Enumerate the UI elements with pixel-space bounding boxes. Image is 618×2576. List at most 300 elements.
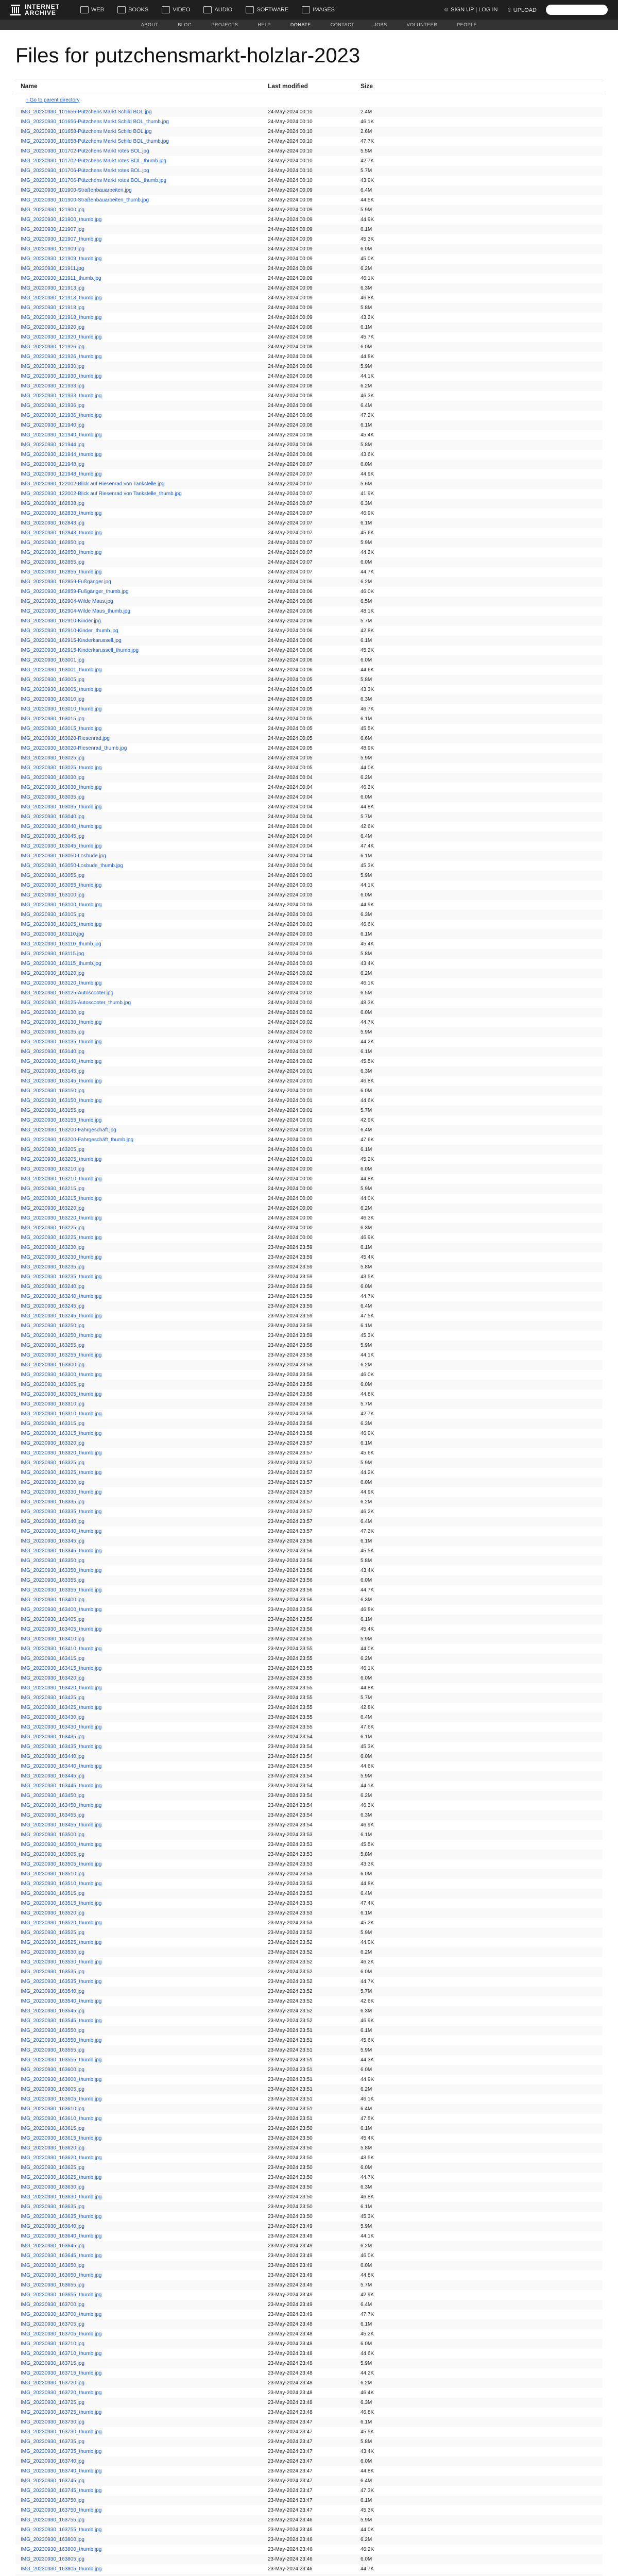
file-link[interactable]: IMG_20230930_163505_thumb.jpg <box>21 1861 102 1867</box>
file-link[interactable]: IMG_20230930_163155_thumb.jpg <box>21 1117 102 1123</box>
file-link[interactable]: IMG_20230930_163355.jpg <box>21 1578 84 1583</box>
nav-software[interactable] <box>246 6 288 13</box>
file-name-cell <box>15 880 263 890</box>
file-link[interactable]: IMG_20230930_163535_thumb.jpg <box>21 1979 102 1985</box>
header-last-modified[interactable]: Last modified <box>263 79 355 93</box>
file-link[interactable]: IMG_20230930_163720.jpg <box>21 2380 84 2386</box>
file-link[interactable]: IMG_20230930_163635.jpg <box>21 2204 84 2210</box>
file-link[interactable]: IMG_20230930_163500_thumb.jpg <box>21 1842 102 1848</box>
file-link[interactable]: IMG_20230930_101706-Pützchens Markt rotes BOL.jpg <box>21 168 149 174</box>
file-link[interactable]: IMG_20230930_163115_thumb.jpg <box>21 961 101 967</box>
file-link[interactable]: IMG_20230930_163105.jpg <box>21 912 84 918</box>
file-link[interactable]: IMG_20230930_163430.jpg <box>21 1715 84 1720</box>
file-link[interactable]: IMG_20230930_163235_thumb.jpg <box>21 1274 102 1280</box>
file-link[interactable]: IMG_20230930_163055_thumb.jpg <box>21 883 102 888</box>
file-link[interactable]: IMG_20230930_163715_thumb.jpg <box>21 2370 102 2376</box>
file-link[interactable]: IMG_20230930_121920.jpg <box>21 325 84 330</box>
file-link[interactable]: IMG_20230930_163610_thumb.jpg <box>21 2116 102 2122</box>
file-link[interactable]: IMG_20230930_163455.jpg <box>21 1812 84 1818</box>
nav-about[interactable]: ABOUT <box>141 22 159 27</box>
size-cell: 43.2K <box>360 315 374 320</box>
file-link[interactable]: IMG_20230930_163445_thumb.jpg <box>21 1783 102 1789</box>
file-link[interactable]: IMG_20230930_163400_thumb.jpg <box>21 1607 102 1613</box>
file-link[interactable]: IMG_20230930_163255.jpg <box>21 1343 84 1348</box>
file-link[interactable]: IMG_20230930_163110.jpg <box>21 931 84 937</box>
file-name-cell <box>15 1820 263 1830</box>
last-modified-cell: 23-May-2024 23:49 <box>263 2280 355 2290</box>
file-link[interactable]: IMG_20230930_163340_thumb.jpg <box>21 1529 102 1534</box>
size-cell: 6.1M <box>355 1047 603 1057</box>
file-link[interactable]: IMG_20230930_163605_thumb.jpg <box>21 2096 102 2102</box>
file-link[interactable]: IMG_20230930_163325_thumb.jpg <box>21 1470 102 1476</box>
file-link[interactable]: IMG_20230930_162843_thumb.jpg <box>21 530 102 536</box>
file-link[interactable]: IMG_20230930_163805_thumb.jpg <box>21 2566 102 2572</box>
file-link[interactable]: IMG_20230930_163750.jpg <box>21 2498 84 2503</box>
file-link[interactable]: IMG_20230930_163445.jpg <box>21 1773 84 1779</box>
file-link[interactable]: IMG_20230930_163140_thumb.jpg <box>21 1059 102 1064</box>
file-link[interactable]: IMG_20230930_163415_thumb.jpg <box>21 1666 102 1671</box>
file-link[interactable]: IMG_20230930_163315_thumb.jpg <box>21 1431 102 1436</box>
file-link[interactable]: IMG_20230930_163100_thumb.jpg <box>21 902 102 908</box>
file-link[interactable]: IMG_20230930_122002-Blick auf Riesenrad von Tankstelle_thumb.jpg <box>21 491 182 497</box>
file-link[interactable]: IMG_20230930_121930.jpg <box>21 364 84 369</box>
file-link[interactable]: IMG_20230930_163600_thumb.jpg <box>21 2077 102 2082</box>
file-link[interactable]: IMG_20230930_163220.jpg <box>21 1206 84 1211</box>
nav-books[interactable] <box>117 6 148 13</box>
file-link[interactable]: IMG_20230930_163630.jpg <box>21 2184 84 2190</box>
file-link[interactable]: IMG_20230930_163150_thumb.jpg <box>21 1098 102 1104</box>
file-link[interactable]: IMG_20230930_163740_thumb.jpg <box>21 2468 102 2474</box>
file-link[interactable]: IMG_20230930_162838.jpg <box>21 501 84 506</box>
parent-directory-link[interactable] <box>21 93 597 107</box>
file-link[interactable]: IMG_20230930_163001_thumb.jpg <box>21 667 102 673</box>
file-link[interactable]: IMG_20230930_163800.jpg <box>21 2537 84 2543</box>
file-link[interactable]: IMG_20230930_163530.jpg <box>21 1950 84 1955</box>
file-link[interactable]: IMG_20230930_163740.jpg <box>21 2459 84 2464</box>
file-link[interactable]: IMG_20230930_163110_thumb.jpg <box>21 941 101 947</box>
file-link[interactable]: IMG_20230930_163605.jpg <box>21 2087 84 2092</box>
file-link[interactable]: IMG_20230930_163350.jpg <box>21 1558 84 1564</box>
size-cell: 6.2M <box>355 264 603 274</box>
file-link[interactable]: IMG_20230930_163245_thumb.jpg <box>21 1313 102 1319</box>
file-link[interactable]: IMG_20230930_163510.jpg <box>21 1871 84 1877</box>
file-link[interactable]: IMG_20230930_163125-Autoscooter_thumb.jpg <box>21 1000 131 1006</box>
file-link[interactable]: IMG_20230930_163235.jpg <box>21 1264 84 1270</box>
nav-audio[interactable] <box>203 6 232 13</box>
file-link[interactable]: IMG_20230930_163230.jpg <box>21 1245 84 1250</box>
file-name-cell <box>15 1947 263 1957</box>
file-link[interactable]: IMG_20230930_162855_thumb.jpg <box>21 569 102 575</box>
nav-volunteer[interactable]: VOLUNTEER <box>406 22 438 27</box>
file-link[interactable]: IMG_20230930_121918.jpg <box>21 305 84 311</box>
file-link[interactable]: IMG_20230930_163200-Fahrgeschäft_thumb.jpg <box>21 1137 134 1143</box>
file-link[interactable]: IMG_20230930_163220_thumb.jpg <box>21 1215 102 1221</box>
file-link[interactable]: IMG_20230930_162855.jpg <box>21 560 84 565</box>
file-link[interactable]: IMG_20230930_163245.jpg <box>21 1303 84 1309</box>
file-link[interactable]: IMG_20230930_121926.jpg <box>21 344 84 350</box>
file-link[interactable]: IMG_20230930_162904-Wilde Maus.jpg <box>21 599 113 604</box>
file-link[interactable]: IMG_20230930_163010_thumb.jpg <box>21 706 102 712</box>
header-name[interactable]: Name <box>15 79 263 93</box>
file-link[interactable]: IMG_20230930_163555.jpg <box>21 2047 84 2053</box>
file-link[interactable]: IMG_20230930_163240_thumb.jpg <box>21 1294 102 1299</box>
file-link[interactable]: IMG_20230930_163240.jpg <box>21 1284 84 1290</box>
file-link[interactable]: IMG_20230930_163515_thumb.jpg <box>21 1901 102 1906</box>
file-link[interactable]: IMG_20230930_163520_thumb.jpg <box>21 1920 102 1926</box>
file-link[interactable]: IMG_20230930_121948_thumb.jpg <box>21 471 102 477</box>
file-link[interactable]: IMG_20230930_163655.jpg <box>21 2282 84 2288</box>
file-link[interactable]: IMG_20230930_163215.jpg <box>21 1186 84 1192</box>
file-link[interactable]: IMG_20230930_163035.jpg <box>21 794 84 800</box>
file-link[interactable]: IMG_20230930_163100.jpg <box>21 892 84 898</box>
file-link[interactable]: IMG_20230930_162838_thumb.jpg <box>21 511 102 516</box>
file-link[interactable]: IMG_20230930_163335.jpg <box>21 1499 84 1505</box>
file-link[interactable]: IMG_20230930_101658-Pützchens Markt Schild BOL.jpg <box>21 129 152 134</box>
file-link[interactable]: IMG_20230930_162850_thumb.jpg <box>21 550 102 555</box>
file-name-cell <box>15 577 263 587</box>
nav-blog[interactable]: BLOG <box>178 22 192 27</box>
file-link[interactable]: IMG_20230930_163525.jpg <box>21 1930 84 1936</box>
file-link[interactable]: IMG_20230930_163730.jpg <box>21 2419 84 2425</box>
file-link[interactable]: IMG_20230930_163555_thumb.jpg <box>21 2057 102 2063</box>
file-link[interactable]: IMG_20230930_121913.jpg <box>21 285 84 291</box>
file-link[interactable]: IMG_20230930_163710.jpg <box>21 2341 84 2347</box>
sign-up-login-link[interactable] <box>443 7 498 13</box>
file-link[interactable]: IMG_20230930_101658-Pützchens Markt Schild BOL_thumb.jpg <box>21 139 169 144</box>
file-link[interactable]: IMG_20230930_162904-Wilde Maus_thumb.jpg <box>21 608 130 614</box>
file-link[interactable]: IMG_20230930_163510_thumb.jpg <box>21 1881 102 1887</box>
file-link[interactable]: IMG_20230930_163630_thumb.jpg <box>21 2194 102 2200</box>
file-link[interactable]: IMG_20230930_163450.jpg <box>21 1793 84 1799</box>
file-link[interactable]: IMG_20230930_163525_thumb.jpg <box>21 1940 102 1945</box>
file-link[interactable]: IMG_20230930_163305_thumb.jpg <box>21 1392 102 1397</box>
file-link[interactable]: IMG_20230930_163620.jpg <box>21 2145 84 2151</box>
file-link[interactable]: IMG_20230930_163500.jpg <box>21 1832 84 1838</box>
file-link[interactable]: IMG_20230930_163135.jpg <box>21 1029 84 1035</box>
file-link[interactable]: IMG_20230930_162915-Kinderkarussell.jpg <box>21 638 122 643</box>
file-link[interactable]: IMG_20230930_101656-Pützchens Markt Schild BOL.jpg <box>21 109 152 115</box>
file-link[interactable]: IMG_20230930_121918_thumb.jpg <box>21 315 102 320</box>
file-link[interactable]: IMG_20230930_163420_thumb.jpg <box>21 1685 102 1691</box>
file-link[interactable]: IMG_20230930_101702-Pützchens Markt rotes BOL.jpg <box>21 148 149 154</box>
file-link[interactable]: IMG_20230930_163735_thumb.jpg <box>21 2449 102 2454</box>
file-link[interactable]: IMG_20230930_163055.jpg <box>21 873 84 878</box>
file-link[interactable]: IMG_20230930_163210_thumb.jpg <box>21 1176 102 1182</box>
file-link[interactable]: IMG_20230930_163755.jpg <box>21 2517 84 2523</box>
file-link[interactable]: IMG_20230930_163505.jpg <box>21 1852 84 1857</box>
file-link[interactable]: IMG_20230930_163645_thumb.jpg <box>21 2253 102 2259</box>
file-link[interactable]: IMG_20230930_163705.jpg <box>21 2321 84 2327</box>
file-link[interactable]: IMG_20230930_121940_thumb.jpg <box>21 432 102 438</box>
file-link[interactable]: IMG_20230930_163310.jpg <box>21 1401 84 1407</box>
file-link[interactable]: IMG_20230930_163120.jpg <box>21 971 84 976</box>
file-link[interactable]: IMG_20230930_121926_thumb.jpg <box>21 354 102 360</box>
file-link[interactable]: IMG_20230930_163010.jpg <box>21 697 84 702</box>
file-link[interactable]: IMG_20230930_163610.jpg <box>21 2106 84 2112</box>
file-link[interactable]: IMG_20230930_163015.jpg <box>21 716 84 722</box>
file-link[interactable]: IMG_20230930_163045_thumb.jpg <box>21 843 102 849</box>
file-link[interactable]: IMG_20230930_162915-Kinderkarussell_thumb.jpg <box>21 648 139 653</box>
file-link[interactable]: IMG_20230930_163745.jpg <box>21 2478 84 2484</box>
file-link[interactable]: IMG_20230930_163440_thumb.jpg <box>21 1764 102 1769</box>
file-link[interactable]: IMG_20230930_163410_thumb.jpg <box>21 1646 102 1652</box>
file-link[interactable]: IMG_20230930_163655_thumb.jpg <box>21 2292 102 2298</box>
file-link[interactable]: IMG_20230930_121933.jpg <box>21 383 84 389</box>
file-link[interactable]: IMG_20230930_163725.jpg <box>21 2400 84 2405</box>
file-link[interactable]: IMG_20230930_163115.jpg <box>21 951 84 957</box>
file-link[interactable]: IMG_20230930_163210.jpg <box>21 1166 84 1172</box>
file-link[interactable]: IMG_20230930_163145.jpg <box>21 1069 84 1074</box>
file-link[interactable]: IMG_20230930_163001.jpg <box>21 657 84 663</box>
table-row <box>15 2515 603 2525</box>
file-link[interactable]: IMG_20230930_163050-Losbude_thumb.jpg <box>21 863 124 869</box>
file-link[interactable]: IMG_20230930_163025_thumb.jpg <box>21 765 102 771</box>
file-link[interactable]: IMG_20230930_163250.jpg <box>21 1323 84 1329</box>
file-link[interactable]: IMG_20230930_163450_thumb.jpg <box>21 1803 102 1808</box>
file-link[interactable]: IMG_20230930_163225_thumb.jpg <box>21 1235 102 1241</box>
file-link[interactable]: IMG_20230930_101706-Pützchens Markt rotes BOL_thumb.jpg <box>21 178 166 183</box>
file-link[interactable]: IMG_20230930_163720_thumb.jpg <box>21 2390 102 2396</box>
file-link[interactable]: IMG_20230930_163545.jpg <box>21 2008 84 2014</box>
file-link[interactable]: IMG_20230930_163600.jpg <box>21 2067 84 2073</box>
table-row <box>15 1771 603 1781</box>
file-link[interactable]: IMG_20230930_163540.jpg <box>21 1989 84 1994</box>
file-link[interactable]: IMG_20230930_162859-Fußgänger.jpg <box>21 579 111 585</box>
file-link[interactable]: IMG_20230930_121948.jpg <box>21 462 84 467</box>
file-link[interactable]: IMG_20230930_163535.jpg <box>21 1969 84 1975</box>
file-link[interactable]: IMG_20230930_121944.jpg <box>21 442 84 448</box>
file-name-cell <box>15 1223 263 1233</box>
file-link[interactable]: IMG_20230930_121909.jpg <box>21 246 84 252</box>
file-link[interactable]: IMG_20230930_163250_thumb.jpg <box>21 1333 102 1338</box>
file-link[interactable]: IMG_20230930_163425.jpg <box>21 1695 84 1701</box>
file-link[interactable]: IMG_20230930_162850.jpg <box>21 540 84 546</box>
file-link[interactable]: IMG_20230930_163425_thumb.jpg <box>21 1705 102 1710</box>
file-link[interactable]: IMG_20230930_163750_thumb.jpg <box>21 2507 102 2513</box>
file-link[interactable]: IMG_20230930_163330_thumb.jpg <box>21 1489 102 1495</box>
file-link[interactable]: IMG_20230930_163725_thumb.jpg <box>21 2410 102 2415</box>
file-link[interactable]: IMG_20230930_163320_thumb.jpg <box>21 1450 102 1456</box>
table-row <box>15 156 603 166</box>
file-link[interactable]: IMG_20230930_163350_thumb.jpg <box>21 1568 102 1573</box>
file-link[interactable]: IMG_20230930_163020-Riesenrad.jpg <box>21 736 110 741</box>
file-link[interactable]: IMG_20230930_163040.jpg <box>21 814 84 820</box>
file-link[interactable]: IMG_20230930_163625_thumb.jpg <box>21 2175 102 2180</box>
file-link[interactable]: IMG_20230930_163435.jpg <box>21 1734 84 1740</box>
file-link[interactable]: IMG_20230930_163125-Autoscooter.jpg <box>21 990 114 996</box>
file-link[interactable]: IMG_20230930_163130.jpg <box>21 1010 84 1015</box>
file-link[interactable]: IMG_20230930_163735.jpg <box>21 2439 84 2445</box>
file-link[interactable]: IMG_20230930_163800_thumb.jpg <box>21 2547 102 2552</box>
file-link[interactable]: IMG_20230930_163400.jpg <box>21 1597 84 1603</box>
file-link[interactable]: IMG_20230930_163645.jpg <box>21 2243 84 2249</box>
file-link[interactable]: IMG_20230930_163330.jpg <box>21 1480 84 1485</box>
file-link[interactable]: IMG_20230930_163625.jpg <box>21 2165 84 2171</box>
file-link[interactable]: IMG_20230930_163640_thumb.jpg <box>21 2233 102 2239</box>
file-link[interactable]: IMG_20230930_121930_thumb.jpg <box>21 374 102 379</box>
nav-web[interactable] <box>80 6 104 13</box>
file-link[interactable]: IMG_20230930_163105_thumb.jpg <box>21 922 102 927</box>
file-link[interactable]: IMG_20230930_163640.jpg <box>21 2224 84 2229</box>
file-link[interactable]: IMG_20230930_163045.jpg <box>21 834 84 839</box>
file-link[interactable]: IMG_20230930_121944_thumb.jpg <box>21 452 102 457</box>
file-name-cell <box>15 323 263 332</box>
file-link[interactable]: IMG_20230930_121900.jpg <box>21 207 84 213</box>
file-link[interactable]: IMG_20230930_163700.jpg <box>21 2302 84 2308</box>
file-link[interactable]: IMG_20230930_163340.jpg <box>21 1519 84 1524</box>
file-link[interactable]: IMG_20230930_163030_thumb.jpg <box>21 785 102 790</box>
file-link[interactable]: IMG_20230930_163530_thumb.jpg <box>21 1959 102 1965</box>
nav-projects[interactable]: PROJECTS <box>211 22 238 27</box>
file-link[interactable]: IMG_20230930_163705_thumb.jpg <box>21 2331 102 2337</box>
file-link[interactable]: IMG_20230930_163150.jpg <box>21 1088 84 1094</box>
file-link[interactable]: IMG_20230930_121933_thumb.jpg <box>21 393 102 399</box>
file-link[interactable]: IMG_20230930_163405.jpg <box>21 1617 84 1622</box>
size-cell: 45.5K <box>360 2429 374 2435</box>
size-cell: 43.4K <box>360 1568 374 1573</box>
file-link[interactable]: IMG_20230930_162859-Fußgänger_thumb.jpg <box>21 589 129 595</box>
file-link[interactable]: IMG_20230930_163005_thumb.jpg <box>21 687 102 692</box>
file-link[interactable]: IMG_20230930_101900-Straßenbauarbeiten.jpg <box>21 188 132 193</box>
file-link[interactable]: IMG_20230930_163035_thumb.jpg <box>21 804 102 810</box>
last-modified-cell: 24-May-2024 00:08 <box>263 420 355 430</box>
file-link[interactable]: IMG_20230930_163550.jpg <box>21 2028 84 2033</box>
file-link[interactable]: IMG_20230930_163215_thumb.jpg <box>21 1196 102 1201</box>
file-link[interactable]: IMG_20230930_163320.jpg <box>21 1440 84 1446</box>
file-link[interactable]: IMG_20230930_163420.jpg <box>21 1675 84 1681</box>
nav-help[interactable]: HELP <box>258 22 271 27</box>
file-link[interactable]: IMG_20230930_121920_thumb.jpg <box>21 334 102 340</box>
file-link[interactable]: IMG_20230930_163300_thumb.jpg <box>21 1372 102 1378</box>
file-link[interactable]: IMG_20230930_163205.jpg <box>21 1147 84 1153</box>
file-link[interactable]: IMG_20230930_121940.jpg <box>21 422 84 428</box>
file-link[interactable]: IMG_20230930_163020-Riesenrad_thumb.jpg <box>21 745 127 751</box>
file-link[interactable]: IMG_20230930_163305.jpg <box>21 1382 84 1387</box>
upload-link[interactable] <box>507 7 537 13</box>
file-link[interactable]: IMG_20230930_163145_thumb.jpg <box>21 1078 102 1084</box>
file-link[interactable]: IMG_20230930_101656-Pützchens Markt Schild BOL_thumb.jpg <box>21 119 169 125</box>
file-link[interactable]: IMG_20230930_163345.jpg <box>21 1538 84 1544</box>
file-link[interactable]: IMG_20230930_163440.jpg <box>21 1754 84 1759</box>
nav-jobs[interactable]: JOBS <box>374 22 387 27</box>
file-link[interactable]: IMG_20230930_163435_thumb.jpg <box>21 1744 102 1750</box>
internet-archive-logo[interactable] <box>10 4 60 16</box>
file-link[interactable]: IMG_20230930_163715.jpg <box>21 2361 84 2366</box>
nav-contact[interactable]: CONTACT <box>330 22 355 27</box>
file-link[interactable]: IMG_20230930_163430_thumb.jpg <box>21 1724 102 1730</box>
file-link[interactable]: IMG_20230930_162910-Kinder.jpg <box>21 618 101 624</box>
file-link[interactable]: IMG_20230930_163205_thumb.jpg <box>21 1157 102 1162</box>
file-link[interactable]: IMG_20230930_121900_thumb.jpg <box>21 217 102 223</box>
file-link[interactable]: IMG_20230930_163155.jpg <box>21 1108 84 1113</box>
file-link[interactable]: IMG_20230930_163805.jpg <box>21 2556 84 2562</box>
file-link[interactable]: IMG_20230930_163550_thumb.jpg <box>21 2038 102 2043</box>
file-link[interactable]: IMG_20230930_163730_thumb.jpg <box>21 2429 102 2435</box>
file-link[interactable]: IMG_20230930_163050-Losbude.jpg <box>21 853 106 859</box>
file-link[interactable]: IMG_20230930_121936.jpg <box>21 403 84 409</box>
file-link[interactable]: IMG_20230930_163255_thumb.jpg <box>21 1352 102 1358</box>
file-link[interactable]: IMG_20230930_163650.jpg <box>21 2263 84 2268</box>
table-row <box>15 1585 603 1595</box>
file-link[interactable]: IMG_20230930_163515.jpg <box>21 1891 84 1896</box>
size-cell: 5.8M <box>355 440 603 450</box>
search-input[interactable] <box>546 5 608 15</box>
table-row <box>15 1820 603 1830</box>
file-link[interactable]: IMG_20230930_163615.jpg <box>21 2126 84 2131</box>
file-link[interactable]: IMG_20230930_163520.jpg <box>21 1910 84 1916</box>
file-link[interactable]: IMG_20230930_163310_thumb.jpg <box>21 1411 102 1417</box>
file-link[interactable]: IMG_20230930_163650_thumb.jpg <box>21 2273 102 2278</box>
file-link[interactable]: IMG_20230930_163130_thumb.jpg <box>21 1020 102 1025</box>
file-link[interactable]: IMG_20230930_162910-Kinder_thumb.jpg <box>21 628 118 634</box>
file-link[interactable]: IMG_20230930_163545_thumb.jpg <box>21 2018 102 2024</box>
file-link[interactable]: IMG_20230930_121909_thumb.jpg <box>21 256 102 262</box>
file-link[interactable]: IMG_20230930_101702-Pützchens Markt rotes BOL_thumb.jpg <box>21 158 166 164</box>
file-link[interactable]: IMG_20230930_163005.jpg <box>21 677 84 683</box>
file-link[interactable]: IMG_20230930_122002-Blick auf Riesenrad von Tankstelle.jpg <box>21 481 165 487</box>
file-link[interactable]: IMG_20230930_163710_thumb.jpg <box>21 2351 102 2357</box>
file-link[interactable]: IMG_20230930_101900-Straßenbauarbeiten_thumb.jpg <box>21 197 149 203</box>
file-link[interactable]: IMG_20230930_163620_thumb.jpg <box>21 2155 102 2161</box>
file-link[interactable]: IMG_20230930_163135_thumb.jpg <box>21 1039 102 1045</box>
nav-people[interactable]: PEOPLE <box>457 22 477 27</box>
file-link[interactable]: IMG_20230930_121907.jpg <box>21 227 84 232</box>
file-link[interactable]: IMG_20230930_163325.jpg <box>21 1460 84 1466</box>
file-link[interactable]: IMG_20230930_163345_thumb.jpg <box>21 1548 102 1554</box>
file-link[interactable]: IMG_20230930_163015_thumb.jpg <box>21 726 102 732</box>
file-link[interactable]: IMG_20230930_163225.jpg <box>21 1225 84 1231</box>
file-link[interactable]: IMG_20230930_163455_thumb.jpg <box>21 1822 102 1828</box>
file-link[interactable]: IMG_20230930_163040_thumb.jpg <box>21 824 102 829</box>
file-link[interactable]: IMG_20230930_163755_thumb.jpg <box>21 2527 102 2533</box>
nav-donate[interactable]: DONATE <box>290 22 311 27</box>
file-link[interactable]: IMG_20230930_163405_thumb.jpg <box>21 1626 102 1632</box>
file-link[interactable]: IMG_20230930_163700_thumb.jpg <box>21 2312 102 2317</box>
file-link[interactable]: IMG_20230930_163140.jpg <box>21 1049 84 1055</box>
file-link[interactable]: IMG_20230930_163335_thumb.jpg <box>21 1509 102 1515</box>
last-modified-cell: 24-May-2024 00:00 <box>263 1204 355 1213</box>
file-link[interactable]: IMG_20230930_163355_thumb.jpg <box>21 1587 102 1593</box>
nav-video[interactable] <box>162 6 190 13</box>
file-link[interactable]: IMG_20230930_163615_thumb.jpg <box>21 2136 102 2141</box>
file-link[interactable]: IMG_20230930_121913_thumb.jpg <box>21 295 102 301</box>
size-cell: 45.4K <box>360 1255 374 1260</box>
file-link[interactable]: IMG_20230930_163745_thumb.jpg <box>21 2488 102 2494</box>
last-modified-cell: 23-May-2024 23:50 <box>268 2214 313 2219</box>
header-size[interactable]: Size <box>355 79 603 93</box>
file-link[interactable]: IMG_20230930_163025.jpg <box>21 755 84 761</box>
nav-images[interactable] <box>302 6 335 13</box>
file-link[interactable]: IMG_20230930_163415.jpg <box>21 1656 84 1662</box>
file-link[interactable]: IMG_20230930_163230_thumb.jpg <box>21 1255 102 1260</box>
file-link[interactable]: IMG_20230930_163540_thumb.jpg <box>21 1998 102 2004</box>
file-link[interactable]: IMG_20230930_121907_thumb.jpg <box>21 236 102 242</box>
file-link[interactable]: IMG_20230930_163635_thumb.jpg <box>21 2214 102 2219</box>
file-link[interactable]: IMG_20230930_121911_thumb.jpg <box>21 276 101 281</box>
file-link[interactable]: IMG_20230930_163030.jpg <box>21 775 84 781</box>
file-link[interactable]: IMG_20230930_121936_thumb.jpg <box>21 413 102 418</box>
file-link[interactable]: IMG_20230930_163200-Fahrgeschäft.jpg <box>21 1127 116 1133</box>
file-link[interactable]: IMG_20230930_163300.jpg <box>21 1362 84 1368</box>
file-link[interactable]: IMG_20230930_163410.jpg <box>21 1636 84 1642</box>
file-link[interactable]: IMG_20230930_162843.jpg <box>21 520 84 526</box>
file-link[interactable]: IMG_20230930_121911.jpg <box>21 266 84 272</box>
file-link[interactable]: IMG_20230930_163120_thumb.jpg <box>21 980 102 986</box>
file-link[interactable]: IMG_20230930_163315.jpg <box>21 1421 84 1427</box>
last-modified-cell: 24-May-2024 00:10 <box>268 158 313 164</box>
file-name-cell <box>15 2466 263 2476</box>
file-name-cell <box>15 1409 263 1419</box>
